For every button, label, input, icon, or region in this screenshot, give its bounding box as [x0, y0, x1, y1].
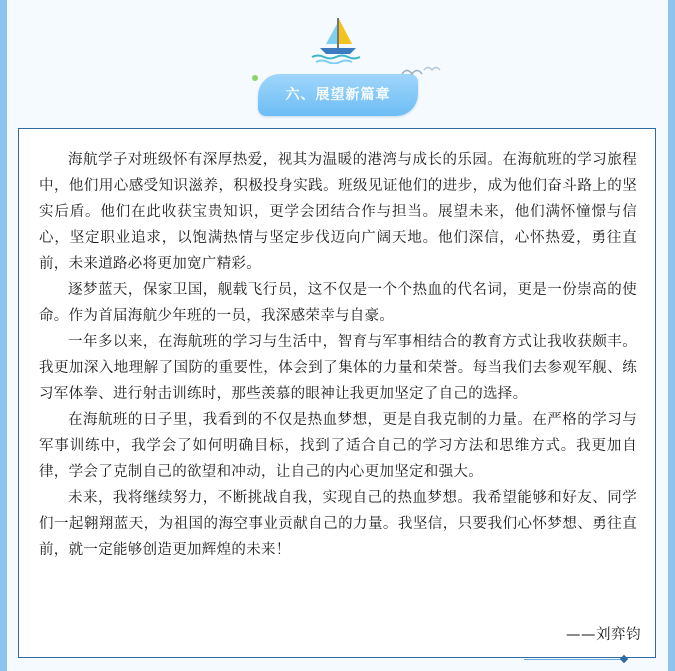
sailboat-icon — [308, 14, 368, 64]
paragraph: 未来，我将继续努力，不断挑战自我，实现自己的热血梦想。我希望能够和好友、同学们一起翱翔蓝天，为祖国的海空事业贡献自己的力量。我坚信，只要我们心怀梦想、勇往直前，就一定能够创造更加辉煌的未来！ — [39, 490, 637, 558]
title-banner — [258, 74, 418, 116]
section-title: 六、展望新篇章 — [285, 87, 391, 103]
section-header — [0, 0, 675, 122]
article-body — [39, 147, 637, 563]
paragraph: 在海航班的日子里，我看到的不仅是热血梦想，更是自我克制的力量。在严格的学习与军事训练中，我学会了如何明确目标，找到了适合自己的学习方法和思维方式。我更加自律，学会了克制自己的欲望和冲动，让自己的内心更加坚定和强大。 — [39, 412, 637, 480]
footer-divider — [524, 659, 624, 660]
author-signature: ——刘弈钧 — [566, 627, 641, 643]
seagull-icon — [398, 62, 442, 84]
paragraph: 海航学子对班级怀有深厚热爱，视其为温暖的港湾与成长的乐园。在海航班的学习旅程中，他们用心感受知识滋养，积极投身实践。班级见证他们的进步，成为他们奋斗路上的坚实后盾。他们在此收获宝贵知识，更学会团结合作与担当。展望未来，他们满怀憧憬与信心，坚定职业追求，以饱满热情与坚定步伐迈向广阔天地。他们深信，心怀热爱，勇往直前，未来道路必将更加宽广精彩。 — [39, 152, 637, 272]
content-box — [18, 128, 656, 658]
paragraph: 一年多以来，在海航班的学习与生活中，智育与军事相结合的教育方式让我收获颇丰。我更加深入地理解了国防的重要性，体会到了集体的力量和荣誉。每当我们去参观军舰、练习军体拳、进行射击训练时，那些羡慕的眼神让我更加坚定了自己的选择。 — [39, 334, 637, 402]
paragraph: 逐梦蓝天，保家卫国，舰载飞行员，这不仅是一个个热血的代名词，更是一份崇高的使命。作为首届海航少年班的一员，我深感荣幸与自豪。 — [39, 282, 637, 324]
